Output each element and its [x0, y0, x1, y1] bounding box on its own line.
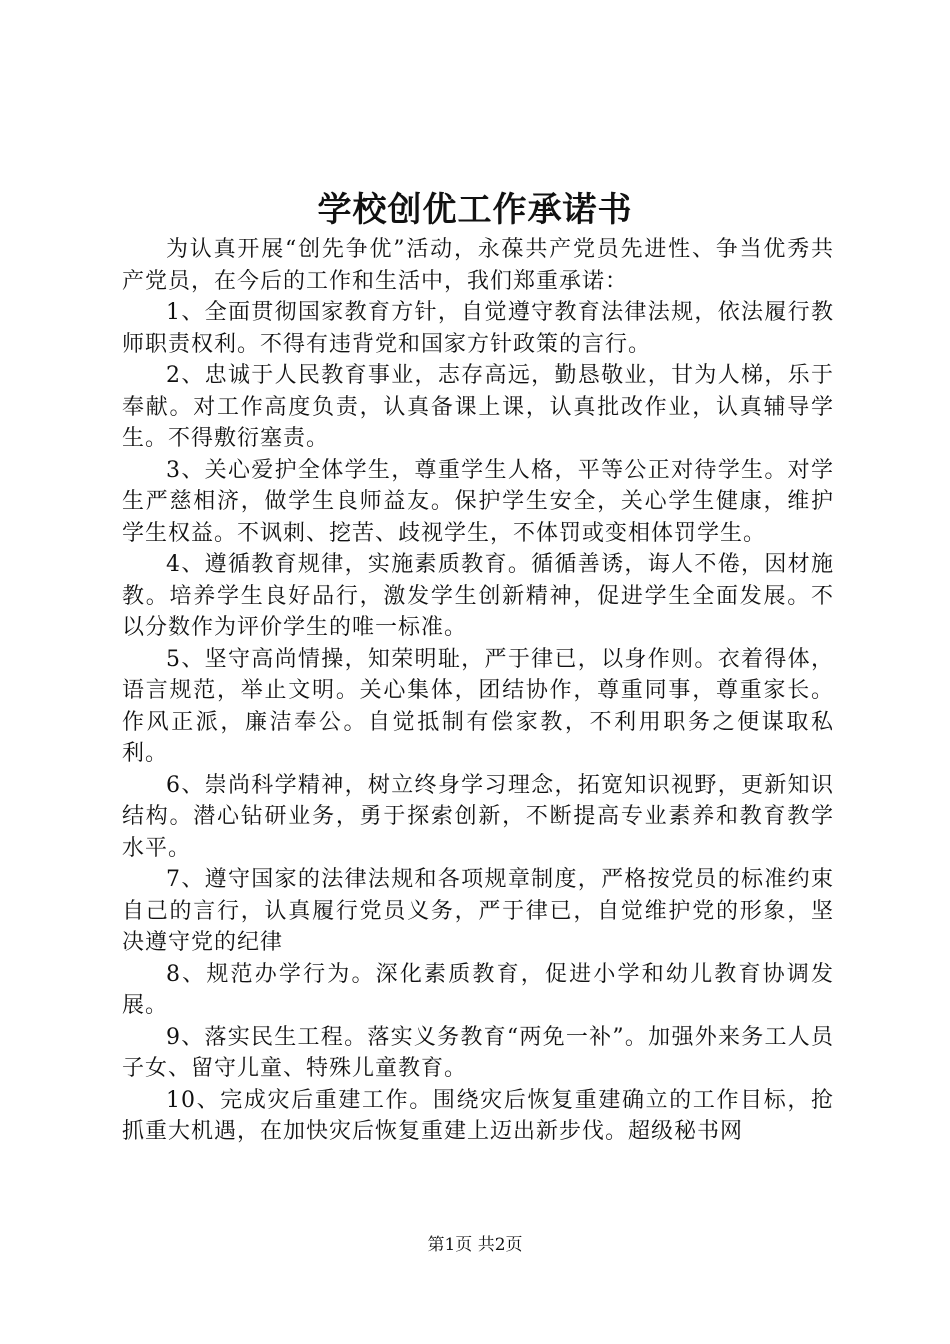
paragraph-item-7: 7、遵守国家的法律法规和各项规章制度，严格按党员的标准约束自己的言行，认真履行党员义务，严于律已，自觉维护党的形象，坚决遵守党的纪律 — [122, 867, 834, 955]
paragraph-item-9: 9、落实民生工程。落实义务教育“两免一补”。加强外来务工人员子女、留守儿童、特殊儿童教育。 — [122, 1024, 834, 1081]
document-title: 学校创优工作承诺书 — [317, 190, 633, 230]
paragraph-item-10: 10、完成灾后重建工作。围绕灾后恢复重建确立的工作目标，抢抓重大机遇，在加快灾后恢复重建上迈出新步伐。超级秘书网 — [122, 1087, 834, 1144]
paragraph-item-8: 8、规范办学行为。深化素质教育，促进小学和幼儿教育协调发展。 — [122, 961, 834, 1018]
paragraph-item-4: 4、遵循教育规律，实施素质教育。循循善诱，诲人不倦，因材施教。培养学生良好品行，激发学生创新精神，促进学生全面发展。不以分数作为评价学生的唯一标准。 — [122, 552, 834, 640]
paragraph-item-2: 2、忠诚于人民教育事业，志存高远，勤恳敬业，甘为人梯，乐于奉献。对工作高度负责，认真备课上课，认真批改作业，认真辅导学生。不得敷衍塞责。 — [122, 363, 834, 451]
paragraph-item-3: 3、关心爱护全体学生，尊重学生人格，平等公正对待学生。对学生严慈相济，做学生良师益友。保护学生安全，关心学生健康，维护学生权益。不讽刺、挖苦、歧视学生，不体罚或变相体罚学生。 — [122, 457, 834, 546]
paragraph-item-6: 6、崇尚科学精神，树立终身学习理念，拓宽知识视野，更新知识结构。潜心钻研业务，勇于探索创新，不断提高专业素养和教育教学水平。 — [122, 772, 834, 861]
document-body — [122, 234, 834, 1148]
paragraph-item-1: 1、全面贯彻国家教育方针，自觉遵守教育法律法规，依法履行教师职责权利。不得有违背党和国家方针政策的言行。 — [122, 300, 834, 357]
paragraph-intro: 为认真开展“创先争优”活动，永葆共产党员先进性、争当优秀共产党员，在今后的工作和生活中，我们郑重承诺： — [122, 237, 834, 294]
paragraph-item-5: 5、坚守高尚情操，知荣明耻，严于律已，以身作则。衣着得体，语言规范，举止文明。关心集体，团结协作，尊重同事，尊重家长。作风正派，廉洁奉公。自觉抵制有偿家教，不利用职务之便谋取私利。 — [122, 646, 834, 766]
page-number: 第1页 共2页 — [427, 1235, 523, 1255]
